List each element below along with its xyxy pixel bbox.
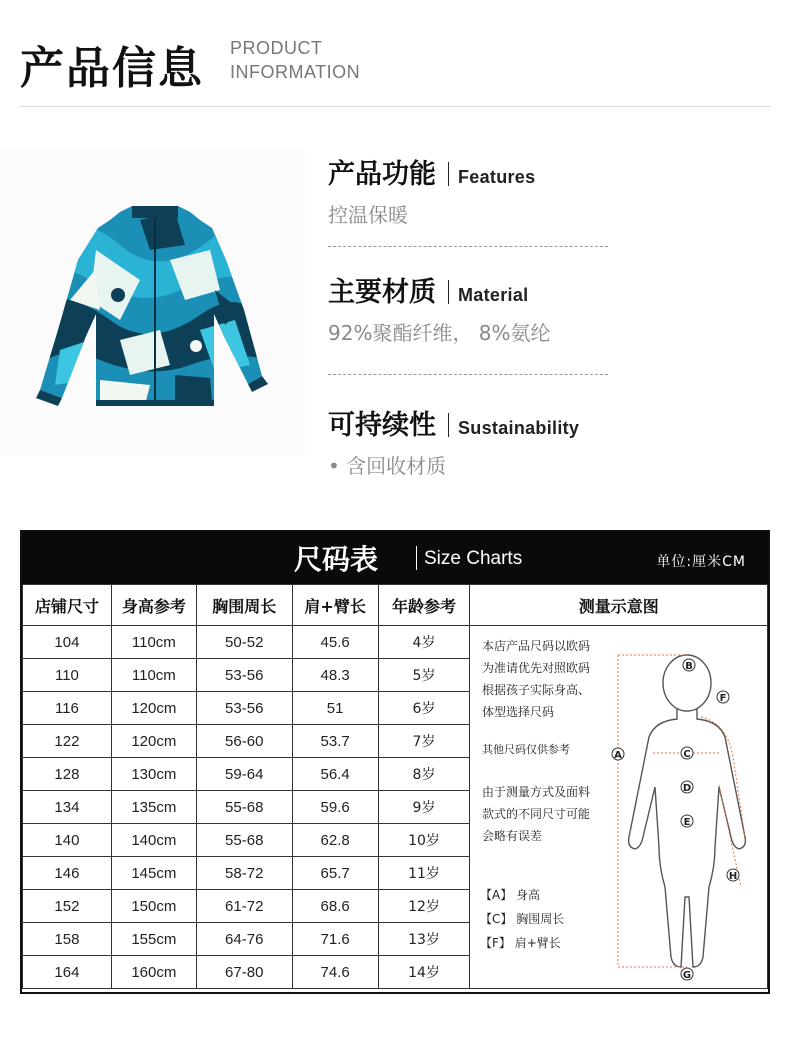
size-table-cell: 7岁 — [378, 725, 470, 758]
size-table-cell: 65.7 — [292, 857, 378, 890]
sustainability-title-en: Sustainability — [458, 418, 580, 438]
size-table-cell: 5岁 — [378, 659, 470, 692]
page-subtitle-line2: INFORMATION — [230, 62, 361, 82]
page-header — [20, 28, 770, 107]
legend-item: 【F】 肩+臂长 — [480, 936, 561, 950]
column-header: 店铺尺寸 — [23, 585, 112, 626]
size-table-cell: 122 — [23, 725, 112, 758]
size-table-cell: 155cm — [111, 923, 196, 956]
size-table-cell: 120cm — [111, 725, 196, 758]
size-table-cell: 6岁 — [378, 692, 470, 725]
size-table-cell: 110 — [23, 659, 112, 692]
size-chart — [20, 530, 770, 994]
size-table-cell: 56-60 — [196, 725, 292, 758]
size-table-cell: 152 — [23, 890, 112, 923]
title-divider — [448, 413, 449, 437]
size-table-cell: 51 — [292, 692, 378, 725]
note-line: 根据孩子实际身高、 — [482, 683, 591, 697]
features-title: 产品功能 — [328, 159, 436, 190]
size-table-header-row — [23, 585, 768, 626]
column-header: 测量示意图 — [470, 585, 768, 626]
size-table-cell: 10岁 — [378, 824, 470, 857]
size-table-cell: 67-80 — [196, 956, 292, 989]
marker-c-label: C — [683, 749, 691, 760]
page-subtitle-line1: PRODUCT — [230, 38, 323, 58]
size-table-cell: 64-76 — [196, 923, 292, 956]
size-table-cell: 116 — [23, 692, 112, 725]
size-table-cell: 140cm — [111, 824, 196, 857]
size-table-cell: 61-72 — [196, 890, 292, 923]
marker-f-label: F — [719, 693, 727, 704]
product-image — [0, 150, 305, 455]
title-divider — [448, 162, 449, 186]
size-table-cell: 48.3 — [292, 659, 378, 692]
column-header: 年龄参考 — [378, 585, 470, 626]
size-table-cell: 12岁 — [378, 890, 470, 923]
size-table-cell: 140 — [23, 824, 112, 857]
size-table-cell: 164 — [23, 956, 112, 989]
body-figure-icon — [615, 637, 765, 987]
sustainability-title: 可持续性 — [328, 410, 436, 441]
page-title: 产品信息 — [20, 43, 204, 94]
size-table-cell: 53.7 — [292, 725, 378, 758]
dashed-divider — [328, 246, 608, 247]
size-chart-header — [22, 532, 768, 584]
material-title: 主要材质 — [328, 277, 436, 308]
column-header: 身高参考 — [111, 585, 196, 626]
jacket-illustration — [0, 150, 305, 455]
measurement-legend — [480, 883, 564, 955]
size-table-cell: 146 — [23, 857, 112, 890]
size-table-cell: 4岁 — [378, 626, 470, 659]
page-subtitle — [230, 36, 360, 84]
marker-a-label: A — [614, 750, 622, 761]
size-chart-title: 尺码表 — [294, 543, 379, 576]
size-table-cell: 55-68 — [196, 824, 292, 857]
measurement-note — [482, 635, 590, 723]
size-table-cell: 56.4 — [292, 758, 378, 791]
note-line: 款式的不同尺寸可能 — [482, 807, 591, 821]
material-value: 92%聚酯纤维， 8%氨纶 — [328, 321, 551, 345]
size-table-cell: 8岁 — [378, 758, 470, 791]
size-table-cell: 45.6 — [292, 626, 378, 659]
size-table-cell: 59.6 — [292, 791, 378, 824]
column-header: 胸围周长 — [196, 585, 292, 626]
marker-g-label: G — [682, 970, 692, 981]
size-table-cell: 11岁 — [378, 857, 470, 890]
size-table-cell: 74.6 — [292, 956, 378, 989]
marker-d-label: D — [682, 783, 692, 794]
legend-item: 【C】 胸围周长 — [480, 912, 565, 926]
size-chart-title-en: Size Charts — [424, 548, 523, 569]
measurement-error-note — [482, 781, 590, 847]
size-table-cell: 158 — [23, 923, 112, 956]
legend-item: 【A】 身高 — [480, 888, 541, 902]
size-table-cell: 62.8 — [292, 824, 378, 857]
measurement-reference-note: 其他尺码仅供参考 — [482, 743, 570, 756]
marker-h-label: H — [728, 871, 738, 882]
sustainability-block — [328, 403, 608, 479]
material-block — [328, 270, 608, 346]
title-divider — [448, 280, 449, 304]
note-line: 本店产品尺码以欧码 — [482, 639, 591, 653]
size-table-cell: 110cm — [111, 626, 196, 659]
size-chart-unit: 单位:厘米CM — [656, 554, 746, 570]
size-table-cell: 134 — [23, 791, 112, 824]
note-line: 为准请优先对照欧码 — [482, 661, 591, 675]
size-table-cell: 120cm — [111, 692, 196, 725]
sustainability-value: • 含回收材质 — [328, 454, 447, 478]
size-table-cell: 110cm — [111, 659, 196, 692]
column-header: 肩+臂长 — [292, 585, 378, 626]
size-table-cell: 55-68 — [196, 791, 292, 824]
size-table-cell: 9岁 — [378, 791, 470, 824]
size-table-cell: 58-72 — [196, 857, 292, 890]
marker-b-label: B — [685, 661, 693, 672]
size-table-cell: 68.6 — [292, 890, 378, 923]
size-table-cell: 53-56 — [196, 692, 292, 725]
size-table-cell: 14岁 — [378, 956, 470, 989]
note-line: 由于测量方式及面料 — [482, 785, 591, 799]
size-table-cell: 135cm — [111, 791, 196, 824]
size-table-cell: 53-56 — [196, 659, 292, 692]
material-title-en: Material — [458, 285, 529, 305]
features-title-en: Features — [458, 167, 536, 187]
size-table-cell: 130cm — [111, 758, 196, 791]
size-table-cell: 160cm — [111, 956, 196, 989]
title-divider — [416, 546, 417, 570]
marker-e-label: E — [683, 817, 691, 828]
size-table-cell: 50-52 — [196, 626, 292, 659]
note-line: 体型选择尺码 — [482, 705, 555, 719]
size-table-cell: 104 — [23, 626, 112, 659]
size-table-cell: 128 — [23, 758, 112, 791]
features-value: 控温保暖 — [328, 203, 408, 227]
size-table-cell: 145cm — [111, 857, 196, 890]
size-table-cell: 59-64 — [196, 758, 292, 791]
measurement-diagram — [470, 625, 768, 992]
note-line: 会略有误差 — [482, 829, 543, 843]
features-block — [328, 152, 608, 228]
dashed-divider — [328, 374, 608, 375]
size-table-cell: 13岁 — [378, 923, 470, 956]
size-table-cell: 71.6 — [292, 923, 378, 956]
size-table-cell: 150cm — [111, 890, 196, 923]
